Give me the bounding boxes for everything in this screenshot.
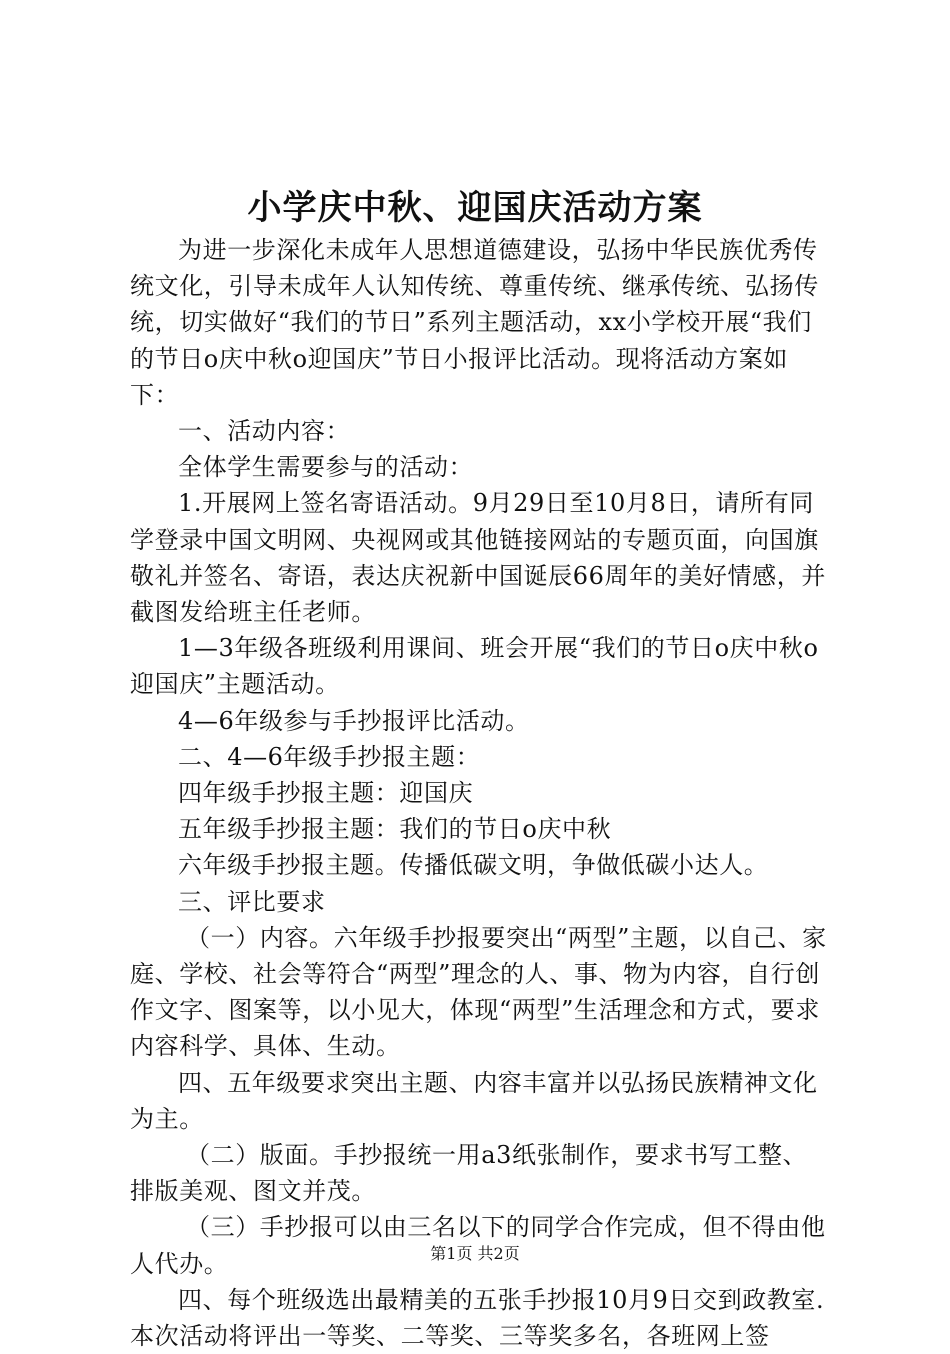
paragraph-all-students: 全体学生需要参与的活动：	[178, 453, 474, 482]
section-heading-activity-content: 一、活动内容：	[178, 417, 351, 446]
page-footer: 第1页 共2页	[430, 1244, 520, 1263]
paragraph-requirement-layout: （二）版面。手抄报统一用a3纸张制作，要求书写工整、排版美观、图文并茂。	[130, 1141, 808, 1206]
document-body	[130, 232, 830, 1354]
paragraph-requirement-cooperation: （三）手抄报可以由三名以下的同学合作完成，但不得由他人代办。	[130, 1213, 826, 1278]
paragraph-grades-4-5-requirement: 四、五年级要求突出主题、内容丰富并以弘扬民族精神文化为主。	[130, 1068, 818, 1133]
paragraph-grade-4-theme: 四年级手抄报主题：迎国庆	[178, 779, 474, 808]
paragraph-intro: 为进一步深化未成年人思想道德建设，弘扬中华民族优秀传统文化，引导未成年人认知传统、尊重传统、继承传统、弘扬传统，切实做好“我们的节日”系列主题活动，xx小学校开展“我们的节日o庆中秋o迎国庆”节日小报评比活动。现将活动方案如下：	[130, 236, 819, 409]
paragraph-grade-6-theme: 六年级手抄报主题。传播低碳文明，争做低碳小达人。	[178, 851, 769, 880]
section-heading-requirements: 三、评比要求	[178, 887, 326, 916]
paragraph-online-signing: 1.开展网上签名寄语活动。9月29日至10月8日，请所有同学登录中国文明网、央视网或其他链接网站的专题页面，向国旗敬礼并签名、寄语，表达庆祝新中国诞辰66周年的美好情感，并截图发给班主任老师。	[130, 489, 826, 627]
paragraph-submission: 四、每个班级选出最精美的五张手抄报10月9日交到政教室.本次活动将评出一等奖、二等奖、三等奖多名，各班网上签	[130, 1285, 825, 1351]
paragraph-requirement-content: （一）内容。六年级手抄报要突出“两型”主题，以自己、家庭、学校、社会等符合“两型”理念的人、事、物为内容，自行创作文字、图案等，以小见大，体现“两型”生活理念和方式，要求内容科学、具体、生动。	[130, 923, 827, 1061]
paragraph-grade-5-theme: 五年级手抄报主题：我们的节日o庆中秋	[178, 815, 612, 844]
paragraph-grades-4-6: 4—6年级参与手抄报评比活动。	[178, 706, 530, 735]
paragraph-grades-1-3: 1—3年级各班级利用课间、班会开展“我们的节日o庆中秋o迎国庆”主题活动。	[130, 634, 819, 699]
document-title: 小学庆中秋、迎国庆活动方案	[247, 188, 703, 228]
section-heading-themes: 二、4—6年级手抄报主题：	[178, 742, 481, 771]
